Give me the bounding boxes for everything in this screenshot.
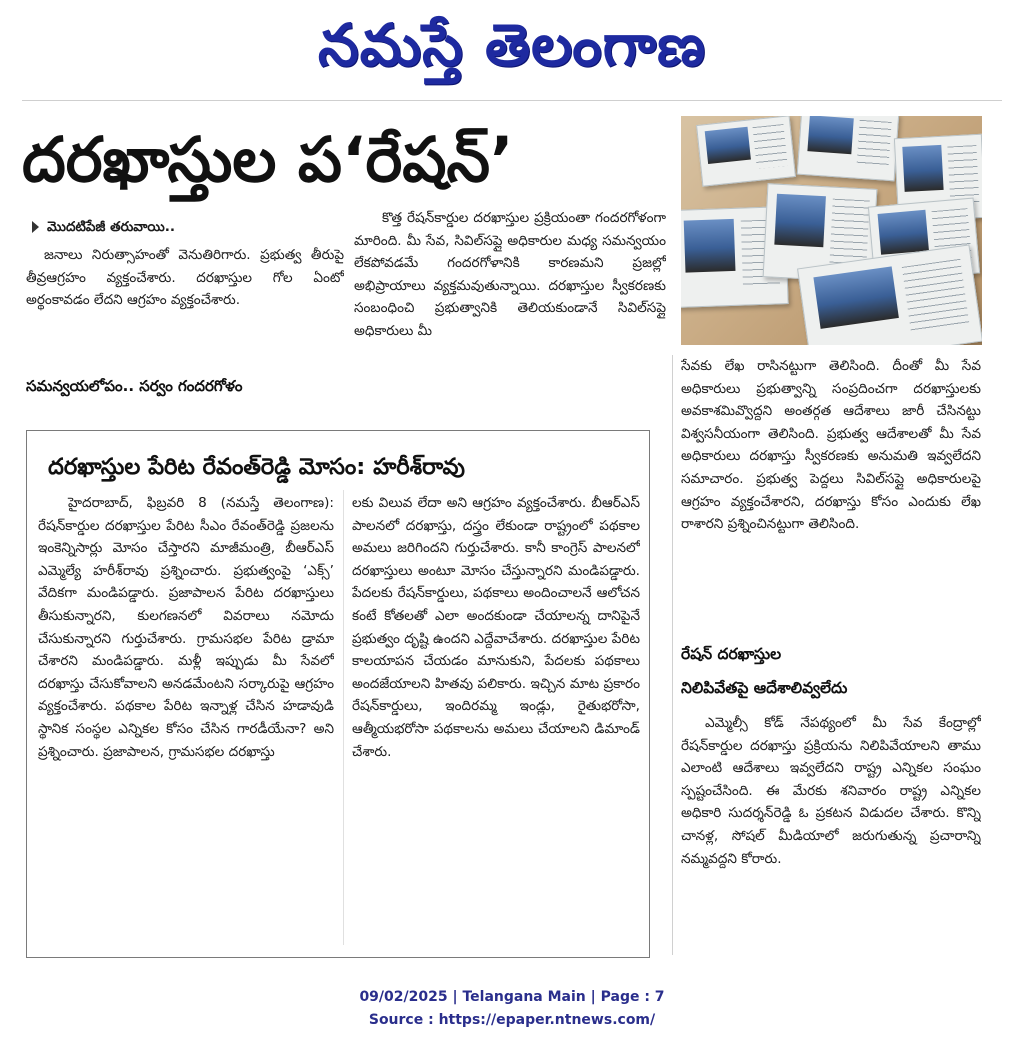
article-photo [681,116,982,345]
right-column-paragraph-1 [681,355,981,635]
box-column-2 [352,492,640,944]
right-subheading-2: నిలిపివేతపై ఆదేశాలివ్వలేదు [681,679,848,697]
left-subheading: సమన్వయలోపం.. సర్వం గందరగోళం [26,377,243,395]
right-para2-text: ఎమ్మెల్సీ కోడ్ నేపథ్యంలో మీ సేవ కేంద్రాల్లో రేషన్‌కార్డుల దరఖాస్తు ప్రక్రియను నిలిపివేయాలని తాము ఎలాంటి ఆదేశాలు ఇవ్వలేదని రాష్ట్ర ఎన్నికల సంఘం స్పష్టంచేసింది. ఈ మేరకు శనివారం రాష్ట్ర ఎన్నికల అధికారి సుదర్శన్‌రెడ్డి ఓ ప్రకటన విడుదల చేశారు. కొన్ని చానళ్ల, సోషల్ మీడియాలో జరుగుతున్న ప్రచారాన్ని నమ్మవద్దని కోరారు. [681,715,981,867]
box-column-1 [38,492,334,944]
column-divider [672,355,673,955]
box-column-divider [343,490,344,945]
continued-from-front-page [32,216,352,238]
mid-para-text: కొత్త రేషన్‌కార్డుల దరఖాస్తుల ప్రక్రియంతా గందరగోళంగా మారింది. మీ సేవ, సివిల్‌సప్లై అధికారుల మధ్య సమన్వయం లేకపోవడమే గందరగోళానికి కారణమని ప్రజల్లో అభిప్రాయాలు వ్యక్తమవుతున్నాయి. దరఖాస్తుల స్వీకరణకు సంబంధించి ప్రభుత్వానికి తెలియకుండానే సివిల్‌సప్లై అధికారులు మీ [354,210,666,339]
middle-column-paragraph [354,207,666,411]
sidebar-box-title: దరఖాస్తుల పేరిట రేవంత్‌రెడ్డి మోసం: హరీశ్‌రావు [48,454,465,480]
right-column-paragraph-2 [681,712,981,944]
right-subheading-1: రేషన్ దరఖాస్తుల [681,645,782,663]
right-para1-text: సేవకు లేఖ రాసినట్టుగా తెలిసింది. దీంతో మీ సేవ అధికారులు ప్రభుత్వాన్ని సంప్రదించగా దరఖాస్తులకు అవకాశమివ్వొద్దని అంతర్గత ఆదేశాలు జారీ చేసినట్టు విశ్వసనీయంగా తెలిసింది. ప్రభుత్వ ఆదేశాలతో మీ సేవ అధికారులు దరఖాస్తు స్వీకరణకు అనుమతి ఇవ్వలేదని సమాచారం. ప్రభుత్వ పెద్దలు సివిల్‌సప్లై అధికారులపై ఆగ్రహం వ్యక్తంచేశారని, దరఖాస్తు కోసం ఎందుకు లేఖ రాశారని ప్రశ్నించినట్టుగా తెలిసింది. [681,358,981,533]
box-col1-text: హైదరాబాద్, ఫిబ్రవరి 8 (నమస్తే తెలంగాణ): రేషన్‌కార్డుల దరఖాస్తుల పేరిట సీఎం రేవంత్‌రెడ్డి ప్రజలను ఇంకెన్నిసార్లు మోసం చేస్తారని మాజీమంత్రి, బీఆర్‌ఎస్ ఎమ్మెల్యే హరీశ్‌రావు ప్రశ్నించారు. ప్రభుత్వంపై ‘ఎక్స్’ వేదికగా మండిపడ్డారు. ప్రజాపాలన పేరిట దరఖాస్తులు తీసుకున్నారని, కులగణనలో వివరాలు నమోదు చేసుకున్నారని గుర్తుచేశారు. గ్రామసభల పేరిట డ్రామా చేశారని మండిపడ్డారు. మళ్లీ ఇప్పుడు మీ సేవలో దరఖాస్తు చేసుకోవాలని అనడమేంటని సర్కారుపై ఆగ్రహం వ్యక్తంచేశారు. పథకాల పేరిట ఇన్నాళ్ల చేసిన హడావుడి స్థానిక సంస్థల ఎన్నికల కోసం చేసిన గారడీయేనా? అని ప్రశ్నించారు. ప్రజాపాలన, గ్రామసభల దరఖాస్తు [38,495,334,760]
left-column-paragraph [26,244,344,356]
left-para-text: జనాలు నిరుత్సాహంతో వెనుతిరిగారు. ప్రభుత్వ తీరుపై తీవ్రఆగ్రహం వ్యక్తంచేశారు. దరఖాస్తుల గోల ఏంటో అర్థంకావడం లేదని ఆగ్రహం వ్యక్తంచేశారు. [26,247,344,309]
article-headline: దరఖాస్తుల ప‘రేషన్’ [22,123,514,196]
newspaper-masthead: నమస్తే తెలంగాణ [318,11,706,79]
footer-edition-info: 09/02/2025 | Telangana Main | Page : 7 [359,989,665,1005]
box-col2-text: లకు విలువ లేదా అని ఆగ్రహం వ్యక్తంచేశారు. బీఆర్‌ఎస్ పాలనలో దరఖాస్తు, దస్త్రం లేకుండా రాష్ట్రంలో పథకాల అమలు జరిగిందని గుర్తుచేశారు. కానీ కాంగ్రెస్ పాలనలో దరఖాస్తులు అంటూ మోసం చేస్తున్నారని మండిపడ్డారు. పేదలకు రేషన్‌కార్డులు, పథకాలు అందించాలనే ఆలోచన కంటే కోతలతో ఎలా అందకుండా చేయాలన్న దానిపైనే ప్రభుత్వం దృష్టి ఉందని ఎద్దేవాచేశారు. దరఖాస్తుల పేరిట కాలయాపన చేయడం మానుకుని, పేదలకు పథకాలు అందజేయాలని హితవు పలికారు. ఇచ్చిన మాట ప్రకారం రేషన్‌కార్డులు, ఇందిరమ్మ ఇండ్లు, రైతుభరోసా, ఆత్మీయభరోసా పథకాలను అమలు చేయాలని డిమాండ్ చేశారు. [352,495,640,760]
masthead-divider [22,100,1002,101]
chevron-right-icon [32,221,39,233]
footer-source-link[interactable]: Source : https://epaper.ntnews.com/ [368,1012,656,1028]
continued-label: మొదటిపేజీ తరువాయి.. [47,219,176,235]
